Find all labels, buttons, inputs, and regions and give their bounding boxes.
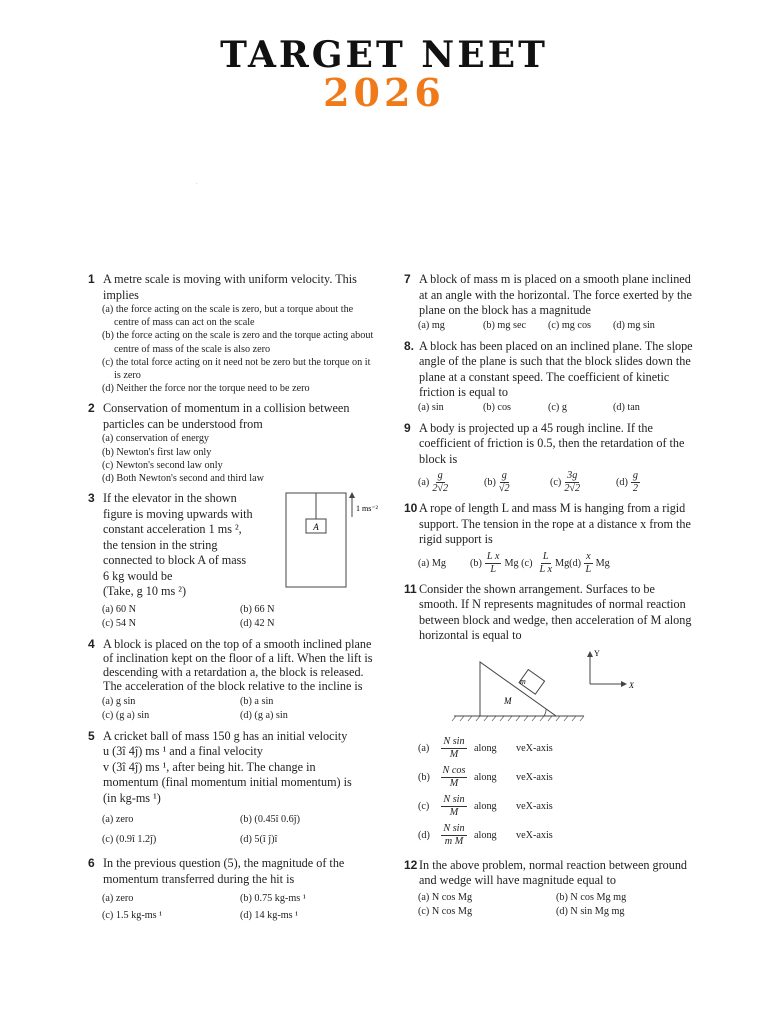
question-text: In the previous question (5), the magnitude of the momentum transferred during the hit is — [103, 856, 345, 886]
option-label: (b) — [418, 771, 430, 783]
option-c-tail: Mg(d) — [555, 557, 582, 569]
option-a: (a) 60 N — [102, 603, 136, 615]
question-text: A metre scale is moving with uniform velocity. This implies — [103, 272, 357, 302]
option-b: (b) N cos Mg mg — [556, 891, 627, 903]
question-text-line: u (3î 4ĵ) ms ¹ and a final velocity — [103, 744, 264, 759]
numerator: L x — [486, 550, 500, 562]
question-12 — [404, 858, 694, 919]
x-axis-label: X — [629, 680, 634, 690]
question-text: A body is projected up a 45 rough incline. If the coefficient of friction is 0.5, then the retardation of the block is — [419, 420, 685, 466]
along-text: along — [474, 800, 497, 812]
option-b: (b) cos — [483, 401, 512, 413]
page-title: TARGET NEET — [220, 34, 548, 76]
numerator: L — [542, 550, 549, 562]
acceleration-label: 1 ms⁻² — [356, 504, 378, 514]
fraction — [499, 470, 510, 495]
option-c: (c) 54 N — [102, 617, 136, 629]
option-label: (a) — [418, 742, 430, 754]
question-text: Consider the shown arrangement. Surfaces to be smooth. If N represents magnitudes of normal reaction between block and wedge, then acceleration of M along horizontal is equal to — [419, 581, 692, 642]
option-c: (c) (0.9î 1.2ĵ) — [102, 834, 157, 846]
fraction — [441, 794, 466, 819]
question-text: Conservation of momentum in a collision between particles can be understood from — [103, 401, 350, 431]
option-b: (b) Newton's first law only — [102, 446, 212, 458]
option-label: (b) — [484, 477, 496, 488]
option-a: (a) mg — [418, 319, 445, 331]
fraction — [441, 736, 466, 761]
question-text-line: constant acceleration 1 ms ², — [103, 522, 242, 537]
option-c: (c) Newton's second law only — [102, 459, 223, 471]
axis-text: veX-axis — [516, 829, 553, 841]
question-text-line: the tension in the string — [103, 537, 218, 552]
question-5 — [88, 729, 378, 851]
option-label: (d) — [616, 477, 628, 488]
option-d-tail: Mg — [595, 557, 610, 569]
options — [88, 695, 378, 723]
numerator: N cos — [442, 764, 466, 776]
option-d: (d) Both Newton's second and third law — [102, 473, 264, 485]
fraction — [584, 551, 593, 576]
denominator: M — [449, 748, 459, 760]
fraction — [485, 551, 502, 576]
axis-text: veX-axis — [516, 742, 553, 754]
question-number: 12 — [404, 857, 418, 872]
option-b — [484, 470, 550, 495]
right-column — [404, 272, 694, 925]
option-c: (c) N cos Mg — [418, 905, 473, 917]
question-7 — [404, 272, 694, 333]
options — [88, 890, 378, 924]
option-c — [550, 470, 616, 495]
question-text-line: figure is moving upwards with — [103, 506, 253, 521]
denominator: M — [449, 777, 459, 789]
option-a: (a) sin — [418, 401, 444, 413]
option-a — [404, 734, 694, 763]
block-m-label: m — [520, 676, 526, 686]
option-b: (b) 66 N — [240, 603, 275, 615]
option-d: (d) (g a) sin — [240, 709, 288, 721]
denominator: 2√2 — [564, 483, 581, 494]
question-number: 7 — [404, 272, 411, 286]
numerator: g — [437, 470, 443, 481]
question-3 — [88, 491, 378, 631]
question-4 — [88, 637, 378, 723]
option-a: (a) Mg — [418, 557, 447, 569]
denominator: m M — [444, 835, 464, 847]
axis-text: veX-axis — [516, 771, 553, 783]
options — [88, 603, 378, 631]
numerator: x — [586, 550, 591, 562]
option-d — [616, 470, 682, 495]
block-a-label: A — [313, 522, 319, 533]
axis-text: veX-axis — [516, 800, 553, 812]
option-d: (d) Neither the force nor the torque need to be zero — [102, 383, 310, 395]
question-number: 6 — [88, 856, 95, 871]
option-c: (c) the total force acting on it need not be zero but the torque on it is zero — [102, 356, 371, 382]
along-text: along — [474, 771, 497, 783]
y-axis-label: Y — [594, 648, 600, 658]
question-text: A block has been placed on an inclined plane. The slope angle of the plane is such that the block slides down the plane at a constant speed. The coefficient of kinetic friction is equal to — [419, 338, 693, 399]
denominator: L — [490, 563, 496, 575]
question-number: 10 — [404, 501, 418, 515]
question-number: 11 — [404, 581, 417, 596]
denominator: M — [449, 806, 459, 818]
question-number: 2 — [88, 401, 95, 416]
question-number: 3 — [88, 491, 95, 506]
option-a: (a) zero — [102, 893, 134, 905]
options — [88, 810, 378, 850]
option-a: (a) g sin — [102, 695, 136, 707]
fraction — [441, 823, 466, 848]
option-b-label: (b) — [470, 557, 482, 569]
stray-mark: . — [196, 180, 198, 186]
question-11 — [404, 582, 694, 850]
numerator: N sin — [443, 793, 465, 805]
option-d: (d) 14 kg-ms ¹ — [240, 910, 299, 922]
option-b — [404, 763, 694, 792]
question-text-line: If the elevator in the shown — [103, 491, 237, 506]
option-c: (c) 1.5 kg-ms ¹ — [102, 910, 163, 922]
numerator: g — [501, 470, 507, 481]
denominator: √2 — [498, 483, 510, 494]
elevator-figure — [280, 491, 390, 591]
page-year: 2026 — [323, 70, 445, 115]
option-a: (a) conservation of energy — [102, 433, 210, 445]
wedge-figure — [434, 648, 684, 730]
fraction — [564, 470, 580, 495]
option-c: (c) (g a) sin — [102, 709, 150, 721]
question-number: 8. — [404, 338, 415, 353]
question-10 — [404, 501, 694, 576]
option-c: (c) g — [548, 401, 567, 413]
option-d: (d) 42 N — [240, 617, 275, 629]
numerator: N sin — [443, 822, 465, 834]
question-text: A block of mass m is placed on a smooth plane inclined at an angle with the horizontal. The force exerted by the plane on the block has a magnitude — [419, 272, 692, 317]
question-text-line: 6 kg would be — [103, 568, 173, 583]
question-text-line: (Take, g 10 ms ²) — [103, 584, 187, 599]
fraction — [432, 470, 448, 495]
wedge-m-label: M — [504, 695, 512, 706]
denominator: L — [585, 563, 592, 575]
option-label: (c) — [418, 800, 430, 812]
option-b: (b) 0.75 kg-ms ¹ — [240, 893, 306, 905]
numerator: N sin — [443, 735, 465, 747]
option-b: (b) (0.45î 0.6ĵ) — [240, 814, 300, 826]
question-text-line: momentum (final momentum initial momentum) is — [103, 775, 352, 790]
option-b: (b) a sin — [240, 695, 274, 707]
options — [404, 470, 694, 495]
option-a: (a) N cos Mg — [418, 891, 473, 903]
question-text: A block is placed on the top of a smooth inclined plane of inclination kept on the floor of a lift. When the lift is descending with a retardation a, the block is released. The acceleration of the block relative to the incline is — [103, 636, 373, 693]
options — [404, 891, 694, 919]
option-d: (d) tan — [613, 401, 640, 413]
option-b: (b) the force acting on the scale is zero and the torque acting about centre of mass of the scale is also zero — [102, 330, 374, 355]
question-text-line: A cricket ball of mass 150 g has an initial velocity — [103, 728, 348, 743]
option-c — [404, 792, 694, 821]
question-text-line: v (3î 4ĵ) ms ¹, after being hit. The change in — [103, 759, 316, 774]
options — [404, 401, 694, 415]
fraction — [441, 765, 468, 790]
options — [404, 319, 694, 333]
question-2 — [88, 401, 378, 485]
left-column — [88, 272, 378, 930]
option-d: (d) N sin Mg mg — [556, 905, 625, 917]
options — [404, 551, 694, 576]
question-number: 5 — [88, 728, 95, 743]
option-a — [418, 470, 484, 495]
question-number: 4 — [88, 636, 95, 651]
option-d — [404, 821, 694, 850]
option-d: (d) mg sin — [613, 319, 655, 331]
option-b-tail: Mg (c) — [504, 557, 533, 569]
along-text: along — [474, 742, 497, 754]
question-text-line: connected to block A of mass — [103, 553, 247, 568]
denominator: 2√2 — [432, 483, 449, 494]
option-d: (d) 5(î ĵ)î — [240, 834, 278, 846]
question-8 — [404, 339, 694, 415]
denominator: L x — [539, 563, 553, 575]
fraction — [539, 551, 552, 576]
question-9 — [404, 421, 694, 496]
question-number: 9 — [404, 420, 411, 435]
option-b: (b) mg sec — [483, 319, 526, 331]
question-6 — [88, 856, 378, 924]
question-text-line: (in kg-ms ¹) — [103, 790, 161, 805]
question-text: In the above problem, normal reaction between ground and wedge will have magnitude equal to — [419, 857, 688, 887]
option-label: (a) — [418, 477, 430, 488]
option-c: (c) mg cos — [548, 319, 591, 331]
numerator: 3g — [567, 470, 578, 481]
question-text: A rope of length L and mass M is hanging from a rigid support. The tension in the rope at a distance x from the rigid support is — [419, 501, 691, 546]
numerator: g — [632, 470, 638, 481]
fraction — [631, 470, 640, 495]
along-text: along — [474, 829, 497, 841]
option-a: (a) the force acting on the scale is zero, but a torque about the centre of mass can act on the scale — [102, 304, 354, 329]
option-a: (a) zero — [102, 814, 134, 826]
option-label: (d) — [418, 829, 430, 841]
denominator: 2 — [632, 483, 638, 494]
question-number: 1 — [88, 272, 95, 286]
question-1 — [88, 272, 378, 395]
option-label: (c) — [550, 477, 562, 488]
